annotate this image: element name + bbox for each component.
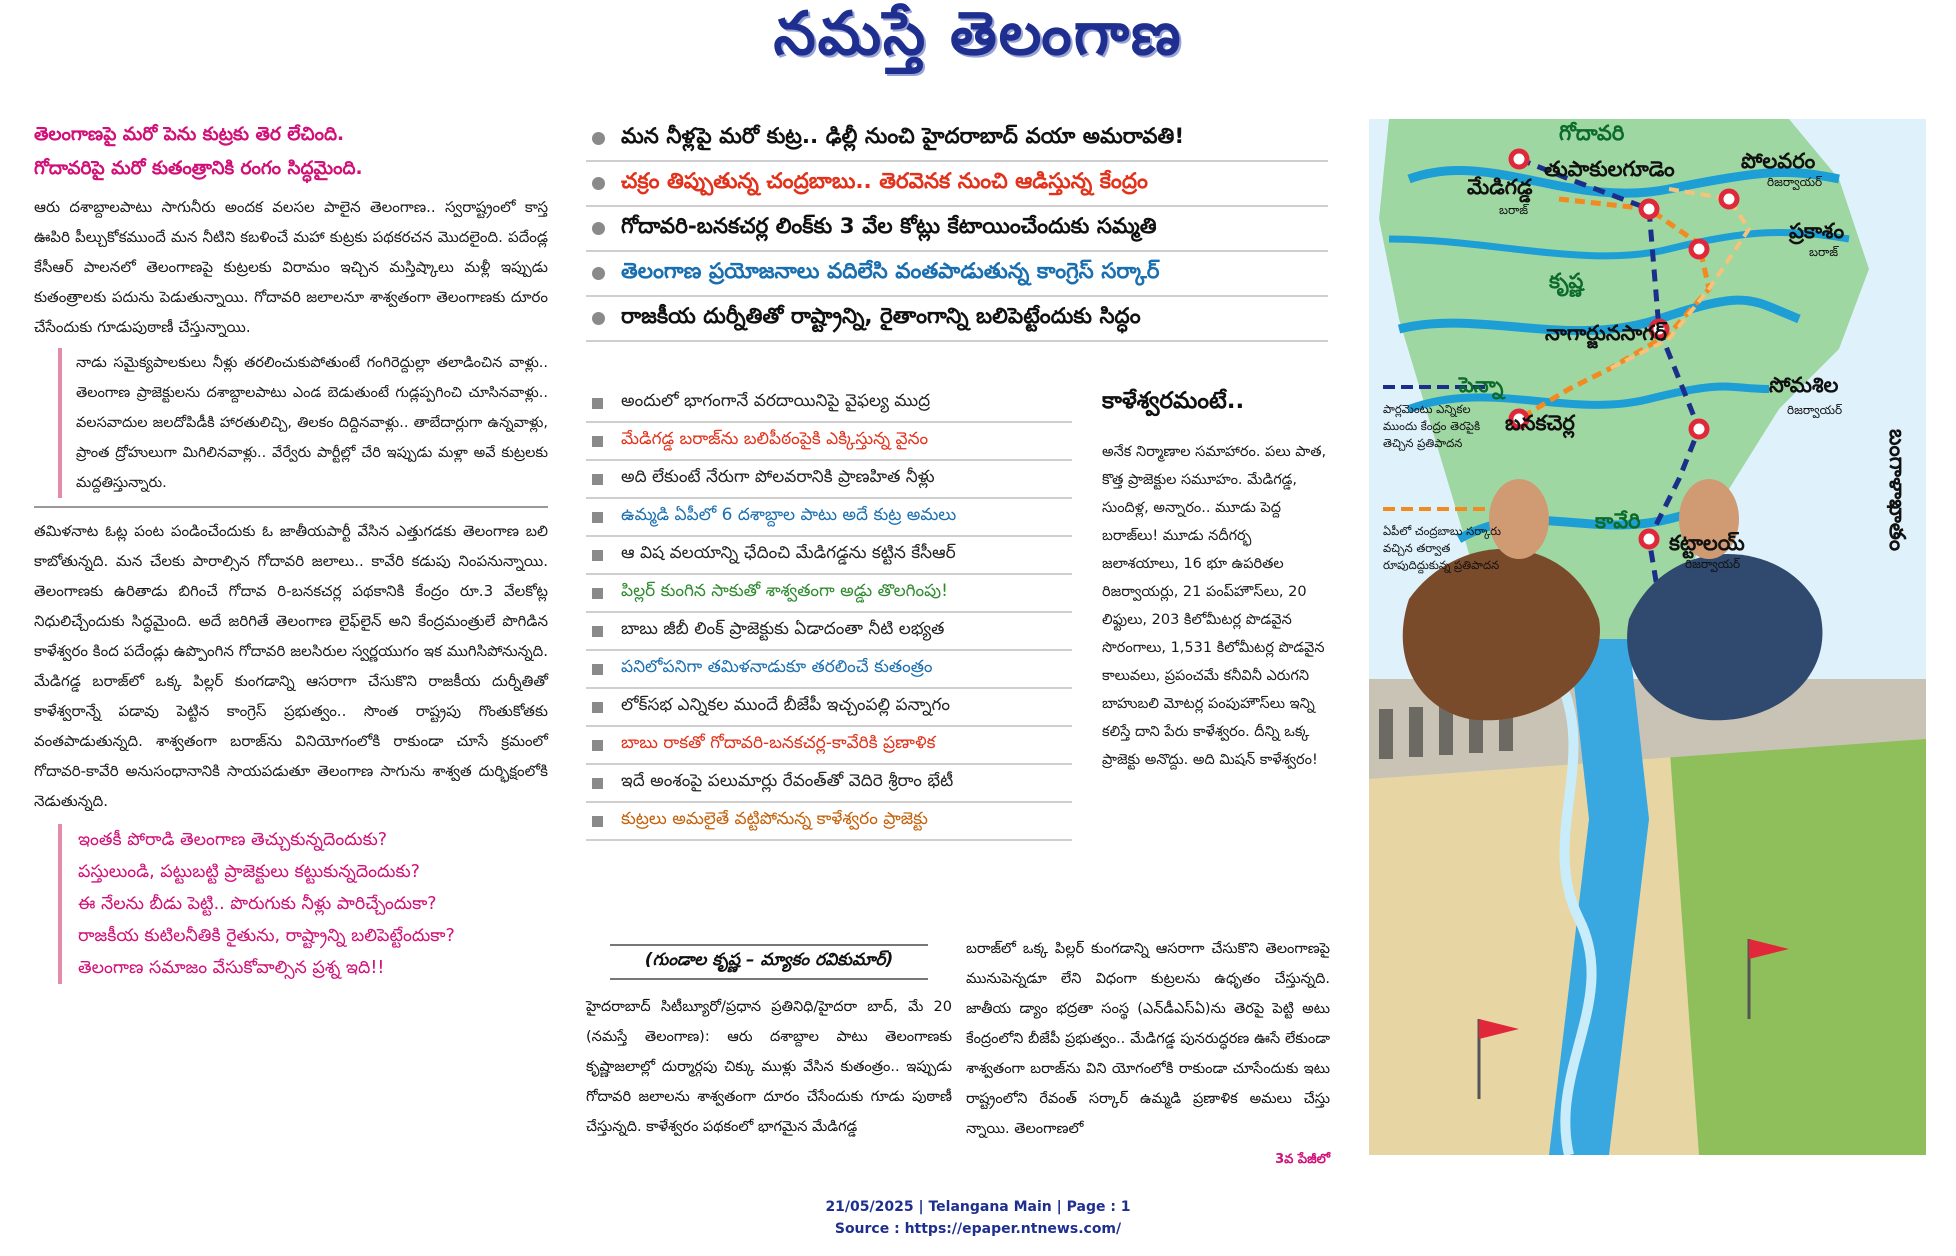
label-polavaram: పోలవరం: [1741, 149, 1816, 173]
intro-paragraph: ఆరు దశాబ్దాలపాటు సాగునీరు అందక వలసల పాలైన తెలంగాణ.. స్వరాష్ట్రంలో కాస్త ఊపిరి పీల్చుకోకముందే మన నీటిని కబళించే మహా కుట్రకు పథకరచన మొదలైంది. పదేండ్ల కేసీఆర్ పాలనలో తెలంగాణపై కుట్రలకు విరామం ఇచ్చిన మస్తిష్కాలు మళ్లీ ఇప్పుడు కుతంత్రాలకు పదును పెడుతున్నాయి. గోదావరి జలాలనూ శాశ్వతంగా తెలంగాణకు దూరం చేసేందుకు గూడుపుఠాణీ చేస్తున్నాయి.: [34, 198, 548, 336]
label-penna: పెన్నా: [1459, 373, 1504, 397]
label-prakasam: ప్రకాశం: [1789, 219, 1845, 243]
headline-row: [586, 117, 1328, 162]
label-kattalai: కట్టాలయ్: [1669, 531, 1745, 555]
headline-text: గోదావరి-బనకచర్ల లింక్‌కు 3 వేల కోట్లు కేటాయించేందుకు సమ్మతి: [621, 213, 1157, 239]
square-bullet-icon: [592, 512, 603, 523]
map-illustration: [1369, 119, 1926, 1155]
kaleswaram-title: కాళేశ్వరమంటే..: [1102, 388, 1245, 414]
headline-text: మన నీళ్లపై మరో కుట్ర.. ఢిల్లీ నుంచి హైదరాబాద్ వయా అమరావతి!: [621, 123, 1185, 149]
page-footer: [0, 1196, 1956, 1240]
square-bullet-icon: [592, 588, 603, 599]
label-somasila: సోమశిల: [1769, 373, 1839, 397]
subhead-text: పనిలోపనిగా తమిళనాడుకూ తరలించే కుతంత్రం: [621, 657, 933, 677]
label-banakacherla: బనకచెర్ల: [1505, 411, 1575, 435]
subhead-row: [586, 689, 1072, 727]
label-nagarjunasagar: నాగార్జునసాగర్: [1545, 321, 1667, 345]
label-polavaram-sub: రిజర్వాయర్: [1767, 175, 1823, 189]
newspaper-title: నమస్తే తెలంగాణ: [773, 0, 1183, 69]
subhead-text: ఇదే అంశంపై పలుమార్లు రేవంత్‌తో వెదిరె శ్రీరాం భేటీ: [621, 771, 954, 791]
node-somasila: [1691, 421, 1707, 437]
question-line: రాజకీయ కుటిలనీతికి రైతును, రాష్ట్రాన్ని బలిపెట్టేందుకా?: [78, 926, 455, 946]
headline-list: [586, 117, 1328, 342]
subhead-text: లోక్‌సభ ఎన్నికల ముందే బీజేపీ ఇచ్చంపల్లి పన్నాగం: [621, 695, 951, 715]
square-bullet-icon: [592, 740, 603, 751]
subhead-row: [586, 499, 1072, 537]
node-tupakulagudem: [1641, 201, 1657, 217]
label-kattalai-sub: రిజర్వాయర్: [1685, 557, 1741, 571]
pull-quote-text: నాడు సమైక్యపాలకులు నీళ్లు తరలించుకుపోతుంటే గంగిరెద్దుల్లా తలాడించిన వాళ్లు.. తెలంగాణ ప్రాజెక్టులను దశాబ్దాలపాటు ఎండ బెడుతుంటే గుడ్లప్పగించి చూసినవాళ్లు.. వలసవాదుల జలదోపిడీకి హారతులిచ్చి, తిలకం దిద్దినవాళ్లు.. తాబేదార్లుగా ఉన్నవాళ్లు, ప్రాంత ద్రోహులుగా మిగిలినవాళ్లు.. వేర్వేరు పార్టీల్లో చేరి ఇప్పుడు మళ్లా అవే కుట్రలకు మద్దతిస్తున్నారు.: [76, 355, 548, 491]
kicker-line: గోదావరిపై మరో కుతంత్రానికి రంగం సిద్ధమైంది.: [34, 158, 363, 179]
subhead-text: అది లేకుంటే నేరుగా పోలవరానికి ప్రాణహిత నీళ్లు: [621, 467, 935, 487]
story-body-left: హైదరాబాద్ సిటీబ్యూరో/ప్రధాన ప్రతినిధి/హైదరా బాద్, మే 20 (నమస్తే తెలంగాణ): ఆరు దశాబ్దాల పాటు తెలంగాణకు కృష్ణాజలాల్లో దుర్మార్గపు చిక్కు ముళ్లు వేసిన కుతంత్రం.. ఇప్పుడు గోదావరి జలాలను శాశ్వతంగా దూరం చేసేందుకు గూడు పుఠాణీ చేస్తున్నది. కాళేశ్వరం పథకంలో భాగమైన మేడిగడ్డ: [586, 999, 952, 1135]
node-polavaram: [1721, 191, 1737, 207]
question-line: ఈ నేలను బీడు పెట్టి.. పొరుగుకు నీళ్లు పారిచ్చేందుకా?: [78, 894, 437, 914]
footer-date-line: 21/05/2025 | Telangana Main | Page : 1: [825, 1199, 1131, 1215]
headline-row: [586, 252, 1328, 297]
question-line: తెలంగాణ సమాజం వేసుకోవాల్సిన ప్రశ్న ఇది!!: [78, 958, 385, 978]
left-column: [34, 118, 548, 984]
subhead-text: పిల్లర్ కుంగిన సాకుతో శాశ్వతంగా అడ్డు తొలగింపు!: [621, 581, 948, 601]
headline-text: రాజకీయ దుర్నీతితో రాష్ట్రాన్ని, రైతాంగాన్ని బలిపెట్టేందుకు సిద్ధం: [621, 303, 1141, 329]
node-prakasam: [1691, 241, 1707, 257]
label-medigadda: మేడిగడ్డ: [1467, 175, 1533, 199]
label-tupakulagudem: తుపాకులగూడెం: [1544, 157, 1675, 181]
continued-label: 3వ పేజీలో: [1275, 1152, 1330, 1167]
bullet-icon: [592, 267, 605, 280]
square-bullet-icon: [592, 550, 603, 561]
subhead-text: అందులో భాగంగానే వరదాయినిపై వైఫల్య ముద్ర: [621, 391, 931, 411]
label-medigadda-sub: బరాజ్: [1499, 203, 1529, 217]
question-line: పస్తులుండి, పట్టుబట్టి ప్రాజెక్టులు కట్టుకున్నదెందుకు?: [78, 862, 420, 882]
main-paragraph: తమిళనాట ఓట్ల పంట పండించేందుకు ఓ జాతీయపార్టీ వేసిన ఎత్తుగడకు తెలంగాణ బలి కాబోతున్నది. మన చేలకు పారాల్సిన గోదావరి జలాలు.. కావేరి కడుపు నింపనున్నాయి. తెలంగాణకు ఉరితాడు బిగించే గోదావ రి-బనకచర్ల పథకానికి కేంద్రం రూ.3 వేలకోట్ల నిధులిచ్చేందుకు సిద్ధమైంది. అదే జరిగితే తెలంగాణ లైఫ్‌లైన్ అని కేంద్రమంత్రులే పొగిడిన కాళేశ్వరం కింద పదేండ్లు ఉప్పొంగిన గోదావరి జలసిరుల స్వర్ణయుగం ఇక ముగిసిపోనున్నది. మేడిగడ్డ బరాజ్‌లో ఒక్క పిల్లర్ కుంగడాన్ని ఆసరాగా చేసుకొని రాజకీయ దుర్నీతితో కాళేశ్వరాన్నే పడావు పెట్టిన కాంగ్రెస్ ప్రభుత్వం.. సొంత రాష్ట్రపు గొంతుకోతకు వంతపాడుతున్నది. శాశ్వతంగా బరాజ్‌ను వినియోగంలోకి రాకుండా చూసే క్రమంలో గోదావరి-కావేరి అనుసంధానానికి సాయపడుతూ తెలంగాణ సాగును శాశ్వత దుర్భిక్షంలోకి నెడుతున్నది.: [34, 522, 548, 810]
subhead-text: ఉమ్మడి ఏపీలో 6 దశాబ్దాల పాటు అదే కుట్ర అమలు: [621, 505, 957, 525]
headline-text: తెలంగాణ ప్రయోజనాలు వదిలేసి వంతపాడుతున్న కాంగ్రెస్ సర్కార్: [621, 258, 1160, 284]
square-bullet-icon: [592, 664, 603, 675]
subhead-row: [586, 765, 1072, 803]
label-kaveri: కావేరి: [1595, 509, 1641, 533]
node-medigadda: [1511, 151, 1527, 167]
story-text: బరాజ్‌లో ఒక్క పిల్లర్ కుంగడాన్ని ఆసరాగా చేసుకొని తెలంగాణపై మునుపెన్నడూ లేని విధంగా కుట్రలను ఉధృతం చేస్తున్నది. జాతీయ డ్యాం భద్రతా సంస్థ (ఎన్‌డీఎస్‌ఏ)ను తెరపై పెట్టి అటు కేంద్రంలోని బీజేపీ ప్రభుత్వం.. మేడిగడ్డ పునరుద్ధరణ ఊసే లేకుండా శాశ్వతంగా బరాజ్‌ను విని యోగంలోకి రాకుండా చూసేందుకు ఇటు రాష్ట్రంలోని రేవంత్ సర్కార్ ఉమ్మడి ప్రణాళిక అమలు చేస్తు న్నాయి. తెలంగాణలో: [966, 941, 1330, 1137]
subhead-row: [586, 651, 1072, 689]
square-bullet-icon: [592, 816, 603, 827]
bullet-icon: [592, 132, 605, 145]
label-krishna: కృష్ణ: [1549, 269, 1584, 293]
headline-row: [586, 162, 1328, 207]
subhead-row: [586, 613, 1072, 651]
square-bullet-icon: [592, 778, 603, 789]
legend-central: పార్లమెంటు ఎన్నికల ముందు కేంద్రం తెరపైకి తెచ్చిన ప్రతిపాదన: [1383, 402, 1481, 450]
masthead: [0, 0, 1956, 82]
subhead-row: [586, 537, 1072, 575]
question-line: ఇంతకీ పోరాడి తెలంగాణ తెచ్చుకున్నదెందుకు?: [78, 830, 388, 850]
headline-row: [586, 207, 1328, 252]
bullet-icon: [592, 177, 605, 190]
square-bullet-icon: [592, 436, 603, 447]
bullet-icon: [592, 312, 605, 325]
subhead-row: [586, 423, 1072, 461]
footer-source: Source : https://epaper.ntnews.com/: [834, 1221, 1122, 1237]
label-somasila-sub: రిజర్వాయర్: [1787, 403, 1843, 417]
square-bullet-icon: [592, 626, 603, 637]
kaleswaram-text: అనేక నిర్మాణాల సమాహారం. పలు పాత, కొత్త ప్రాజెక్టుల సమూహం. మేడిగడ్డ, సుందిళ్ల, అన్నారం.. మూడు పెద్ద బరాజ్‌లు! మూడు నదీగర్భ జలాశయాలు, 16 భూ ఉపరితల రిజర్వాయర్లు, 21 పంప్‌హౌస్‌లు, 20 లిఫ్టులు, 203 కిలోమీటర్ల పొడవైన సొరంగాలు, 1,531 కిలోమీటర్ల పొడవైన కాలువలు, ప్రపంచమే కనీవినీ ఎరుగని బాహుబలి మోటర్ల పంపుహౌస్‌లు ఇన్ని కలిస్తే దాని పేరు కాళేశ్వరం. దీన్ని ఒక్క ప్రాజెక్టు అనొద్దు. అది మిషన్ కాళేశ్వరం!: [1102, 444, 1327, 768]
subhead-row: [586, 385, 1072, 423]
label-bay-of-bengal: బంగాళాఖాతం: [1884, 429, 1909, 552]
square-bullet-icon: [592, 702, 603, 713]
subhead-text: ఆ విష వలయాన్ని ఛేదించి మేడిగడ్డను కట్టిన కేసీఆర్: [621, 543, 956, 563]
map-artwork: [1369, 119, 1926, 1155]
divider: [34, 506, 548, 508]
subhead-text: కుట్రలు అమలైతే వట్టిపోనున్న కాళేశ్వరం ప్రాజెక్టు: [621, 809, 928, 829]
subhead-row: [586, 575, 1072, 613]
subhead-list: [586, 385, 1072, 841]
pull-quote: [58, 348, 548, 498]
square-bullet-icon: [592, 474, 603, 485]
subhead-text: బాబు రాకతో గోదావరి-బనకచర్ల-కావేరికి ప్రణాళిక: [621, 733, 936, 753]
legend-ap: ఏపీలో చంద్రబాబు సర్కారు వచ్చిన తర్వాత రూపుదిద్దుకున్న ప్రతిపాదన: [1383, 524, 1501, 572]
kaleswaram-box: [1102, 388, 1332, 774]
headline-text: చక్రం తిప్పుతున్న చంద్రబాబు.. తెరవెనక నుంచి ఆడిస్తున్న కేంద్రం: [621, 168, 1148, 194]
label-prakasam-sub: బరాజ్: [1809, 245, 1839, 259]
story-body-right: [966, 934, 1330, 1175]
subhead-text: బాబు జీబీ లింక్ ప్రాజెక్టుకు ఏడాదంతా నీటి లభ్యత: [621, 619, 945, 639]
square-bullet-icon: [592, 398, 603, 409]
questions-box: [58, 824, 548, 984]
bullet-icon: [592, 222, 605, 235]
subhead-row: [586, 803, 1072, 841]
kicker-line: తెలంగాణపై మరో పెను కుట్రకు తెర లేచింది.: [34, 124, 345, 145]
subhead-row: [586, 727, 1072, 765]
byline: (గుండాల కృష్ణ – మ్యాకం రవికుమార్): [610, 944, 928, 980]
subhead-row: [586, 461, 1072, 499]
headline-row: [586, 297, 1328, 342]
subhead-text: మేడిగడ్డ బరాజ్‌ను బలిపీఠంపైకి ఎక్కిస్తున్న వైనం: [621, 429, 929, 449]
label-godavari: గోదావరి: [1559, 121, 1625, 145]
node-kattalai: [1641, 531, 1657, 547]
